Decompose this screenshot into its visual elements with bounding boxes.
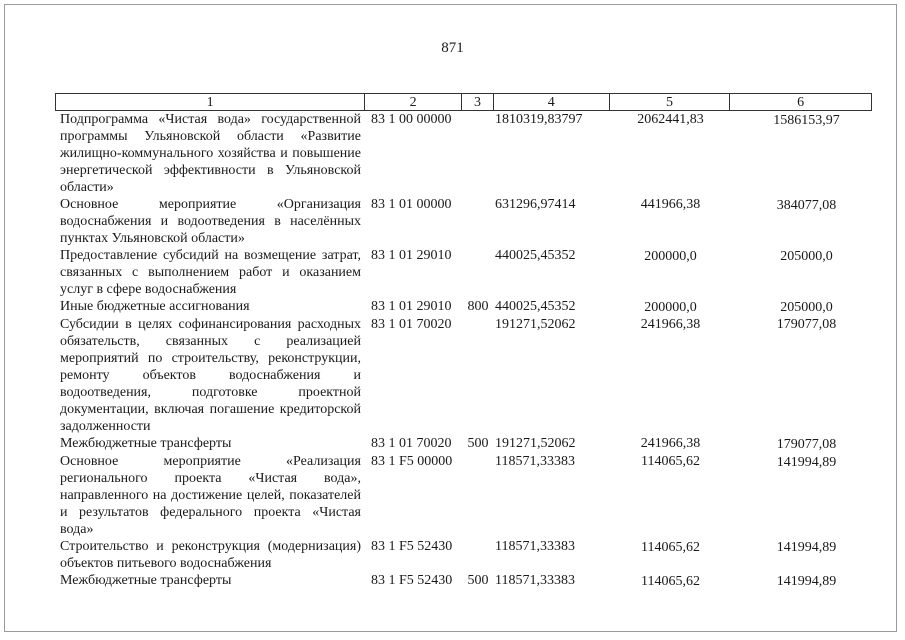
row-name: Строительство и реконструкция (модернизация) объектов питьевого водоснабжения <box>60 539 361 571</box>
table-row <box>55 298 872 316</box>
row-value-5: 241966,38 <box>640 436 701 451</box>
budget-table <box>55 93 872 590</box>
table-header-row <box>55 93 872 111</box>
row-code: 83 1 F5 52430 <box>371 539 453 554</box>
row-value-4: 631296,97414 <box>495 197 576 212</box>
row-type: 500 <box>467 573 489 588</box>
row-code: 83 1 01 29010 <box>371 248 452 263</box>
row-code: 83 1 F5 00000 <box>371 454 453 469</box>
header-col-1: 1 <box>56 94 365 110</box>
table-row <box>55 453 872 538</box>
row-value-6: 141994,89 <box>776 540 837 555</box>
table-row <box>55 538 872 572</box>
row-code: 83 1 01 29010 <box>371 299 452 314</box>
row-value-4: 191271,52062 <box>495 436 576 451</box>
row-name: Основное мероприятие «Реализация регионального проекта «Чистая вода», направленного на достижение целей, показателей и результатов федерального проекта «Чистая вода» <box>60 454 361 537</box>
row-type <box>462 316 494 435</box>
table-row <box>55 111 872 196</box>
row-value-6: 179077,08 <box>776 437 837 452</box>
row-name: Субсидии в целях софинансирования расходных обязательств, связанных с реализацией мероприятий по строительству, реконструкции, ремонту объектов водоснабжения и водоотведения, подготовке проектной документации, включая погашение кредиторской задолженности <box>60 317 361 434</box>
table-row <box>55 572 872 590</box>
row-value-6: 141994,89 <box>776 455 837 470</box>
table-row <box>55 435 872 453</box>
row-name: Основное мероприятие «Организация водоснабжения и водоотведения в населённых пунктах Ульяновской области» <box>60 197 361 246</box>
row-code: 83 1 F5 52430 <box>371 573 453 588</box>
table-row <box>55 316 872 435</box>
row-name: Иные бюджетные ассигнования <box>60 299 250 314</box>
row-value-4: 118571,33383 <box>495 454 575 469</box>
row-value-4: 1810319,83797 <box>495 112 583 127</box>
row-value-5: 241966,38 <box>640 317 701 332</box>
row-value-4: 191271,52062 <box>495 317 576 332</box>
row-type: 800 <box>467 299 489 314</box>
row-type <box>462 111 494 196</box>
row-type <box>462 453 494 538</box>
table-row <box>55 247 872 298</box>
row-value-6: 1586153,97 <box>773 113 840 128</box>
row-value-4: 440025,45352 <box>495 248 576 263</box>
row-type <box>462 538 494 572</box>
row-code: 83 1 00 00000 <box>371 112 452 127</box>
table-row <box>55 196 872 247</box>
row-name: Межбюджетные трансферты <box>60 573 232 588</box>
row-value-6: 384077,08 <box>776 198 837 213</box>
row-value-5: 200000,0 <box>644 249 697 264</box>
row-value-4: 118571,33383 <box>495 573 575 588</box>
header-col-6: 6 <box>797 95 805 110</box>
row-name: Межбюджетные трансферты <box>60 436 232 451</box>
row-type <box>462 247 494 298</box>
header-col-3: 3 <box>462 94 494 110</box>
header-col-5: 5 <box>610 94 731 110</box>
page-number: 871 <box>441 40 464 56</box>
row-code: 83 1 01 70020 <box>371 436 452 451</box>
row-name: Подпрограмма «Чистая вода» государственной программы Ульяновской области «Развитие жилищно-коммунального хозяйства и повышение энергетической эффективности в Ульяновской области» <box>60 112 361 195</box>
row-value-5: 200000,0 <box>644 300 697 315</box>
row-value-6: 205000,0 <box>780 300 833 315</box>
header-col-2: 2 <box>365 94 462 110</box>
row-value-4: 440025,45352 <box>495 299 576 314</box>
row-code: 83 1 01 00000 <box>371 197 452 212</box>
row-type <box>462 196 494 247</box>
row-value-5: 2062441,83 <box>637 112 704 127</box>
row-value-4: 118571,33383 <box>495 539 575 554</box>
row-value-5: 114065,62 <box>641 454 700 469</box>
header-col-4: 4 <box>494 94 610 110</box>
row-value-6: 205000,0 <box>780 249 833 264</box>
row-value-6: 141994,89 <box>776 574 837 589</box>
row-code: 83 1 01 70020 <box>371 317 452 332</box>
row-value-6: 179077,08 <box>776 317 837 332</box>
row-type: 500 <box>467 436 489 451</box>
row-value-5: 441966,38 <box>640 197 701 212</box>
row-value-5: 114065,62 <box>641 574 700 589</box>
row-value-5: 114065,62 <box>641 540 700 555</box>
row-name: Предоставление субсидий на возмещение затрат, связанных с выполнением работ и оказанием услуг в сфере водоснабжения <box>60 248 361 297</box>
